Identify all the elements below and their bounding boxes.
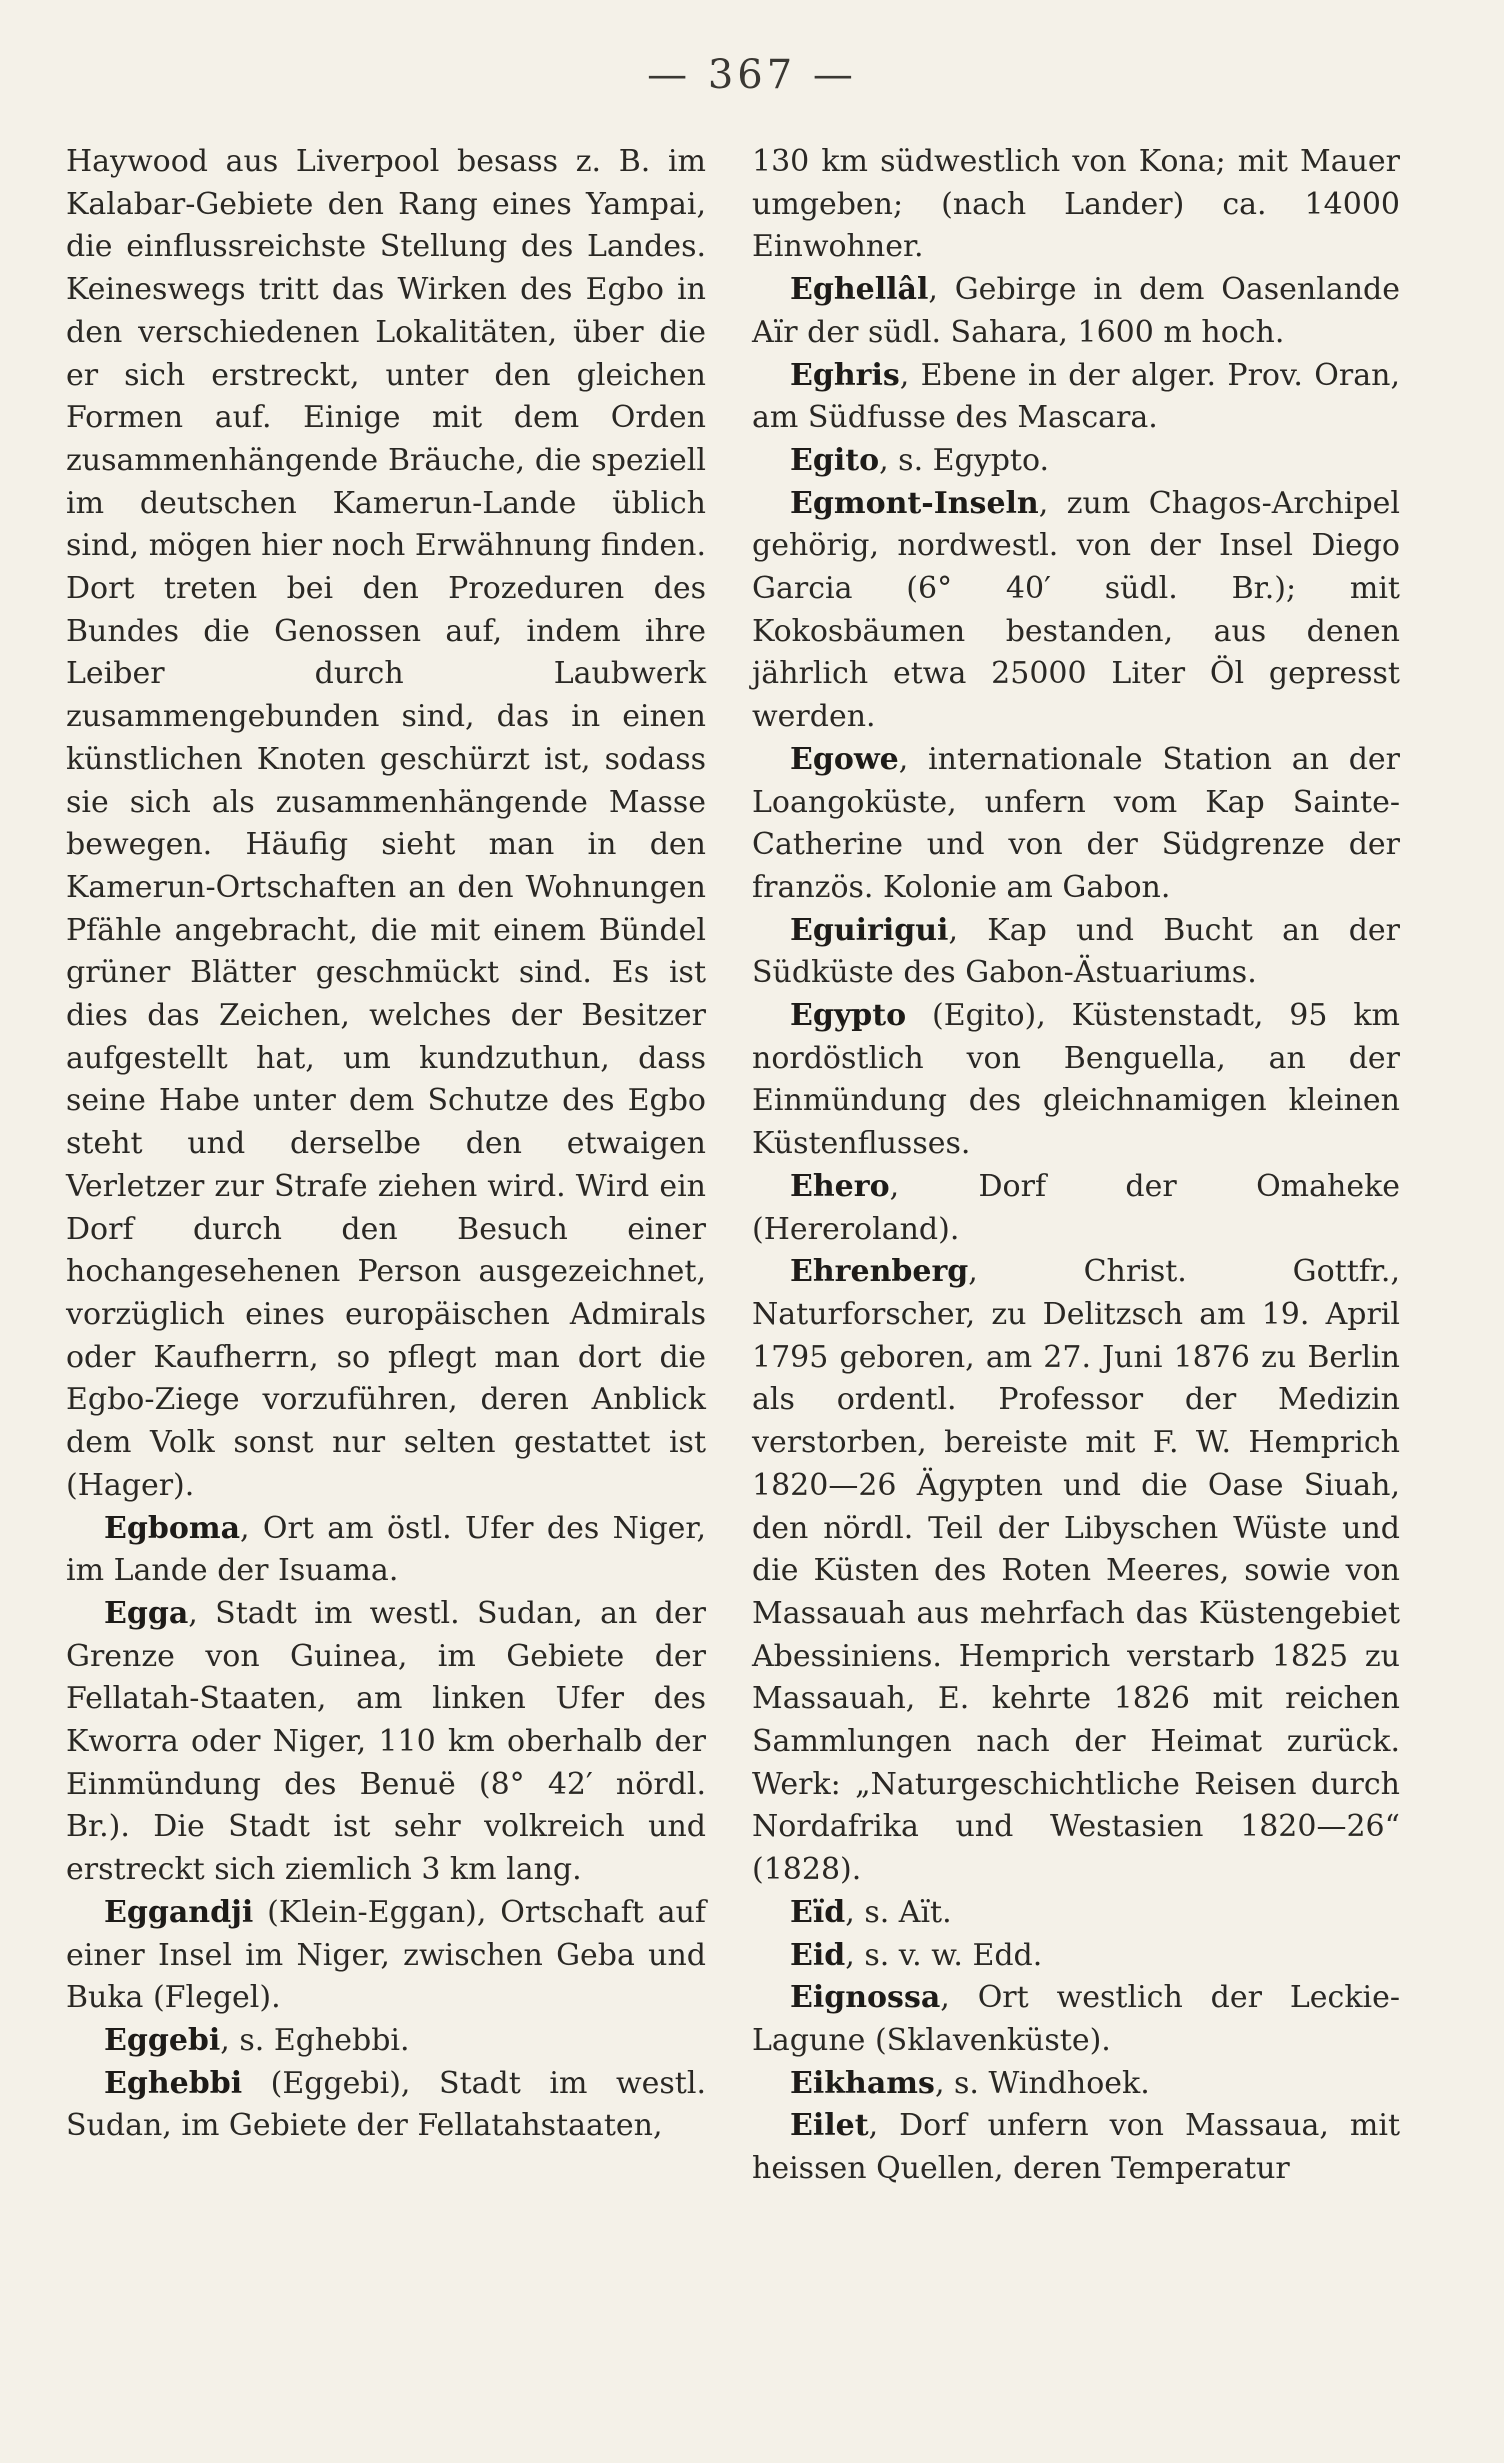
continuation-paragraph: 130 km südwestlich von Kona; mit Mauer umgeben; (nach Lander) ca. 14000 Einwohner. xyxy=(752,144,1400,265)
entry xyxy=(752,1977,1400,2062)
headword: Egga xyxy=(104,1595,189,1631)
headword: Egito xyxy=(790,442,880,478)
entry xyxy=(752,269,1400,354)
entry xyxy=(752,1166,1400,1251)
headword: Eguirigui xyxy=(790,912,949,948)
entry xyxy=(752,483,1400,739)
entry-text: , s. Aït. xyxy=(845,1894,952,1930)
entry-text: , s. Windhoek. xyxy=(934,2065,1150,2101)
entry xyxy=(752,910,1400,995)
headword: Eghellâl xyxy=(790,272,929,308)
headword: Eïd xyxy=(790,1894,846,1930)
headword: Eggandji xyxy=(104,1894,254,1930)
entry xyxy=(752,739,1400,910)
headword: Eignossa xyxy=(790,1980,941,2016)
entry-text: (Eggebi), Stadt im westl. Sudan, im Gebiete der Fellatahstaaten, xyxy=(66,2065,706,2144)
entry xyxy=(752,1935,1400,1978)
entry-text: , internationale Station an der Loangoküste, unfern vom Kap Sainte-Catherine und von der Südgrenze der französ. Kolonie am Gabon. xyxy=(752,741,1400,905)
headword: Eghris xyxy=(790,357,900,393)
entry xyxy=(752,440,1400,483)
headword: Egboma xyxy=(104,1510,241,1546)
headword: Eghebbi xyxy=(104,2065,243,2101)
entry-text: (Klein-Eggan), Ortschaft auf einer Insel im Niger, zwischen Geba und Buka (Flegel). xyxy=(66,1894,706,2016)
entry-text: , Stadt im westl. Sudan, an der Grenze von Guinea, im Gebiete der Fellatah-Staaten, am linken Ufer des Kworra oder Niger, 110 km oberhalb der Einmündung des Benuë (8° 42′ nördl. Br.). Die Stadt ist sehr volkreich und erstreckt sich ziemlich 3 km lang. xyxy=(66,1595,706,1888)
entry-text: , Dorf unfern von Massaua, mit heissen Quellen, deren Temperatur xyxy=(752,2108,1400,2187)
entry xyxy=(66,1508,706,1593)
entry xyxy=(752,1892,1400,1935)
entry xyxy=(66,2063,706,2148)
left-column xyxy=(66,141,706,2148)
headword: Ehrenberg xyxy=(790,1254,969,1290)
entry-text: , Ort am östl. Ufer des Niger, im Lande der Isuama. xyxy=(66,1510,706,1589)
headword: Egmont-Inseln xyxy=(790,485,1039,521)
entry-text: , Ort westlich der Leckie-Lagune (Sklavenküste). xyxy=(752,1980,1400,2058)
entry xyxy=(752,2063,1400,2106)
entry-text: , Ebene in der alger. Prov. Oran, am Südfusse des Mascara. xyxy=(752,357,1400,436)
entry-text: , Christ. Gottfr., Naturforscher, zu Delitzsch am 19. April 1795 geboren, am 27. Juni 1876 zu Berlin als ordentl. Professor der Medizin verstorben, bereiste mit F. W. Hemprich 1820—26 Ägypten und die Oase Siuah, den nördl. Teil der Libyschen Wüste und die Küsten des Roten Meeres, sowie von Massauah aus mehrfach das Küstengebiet Abessiniens. Hemprich verstarb 1825 zu Massauah, E. kehrte 1826 mit reichen Sammlungen nach der Heimat zurück. Werk: „Naturgeschichtliche Reisen durch Nordafrika und Westasien 1820—26“ (1828). xyxy=(752,1254,1400,1888)
page-number: — 367 — xyxy=(647,52,857,98)
entry xyxy=(752,995,1400,1166)
headword: Eggebi xyxy=(104,2022,221,2058)
headword: Egypto xyxy=(790,998,907,1034)
right-column xyxy=(752,141,1400,2191)
entry-text: , Kap und Bucht an der Südküste des Gabon-Ästuariums. xyxy=(752,912,1400,991)
entry xyxy=(752,2105,1400,2190)
entry xyxy=(66,1892,706,2020)
entry xyxy=(66,2020,706,2063)
headword: Eilet xyxy=(790,2108,869,2144)
entry-text: , Gebirge in dem Oasenlande Aïr der südl. Sahara, 1600 m hoch. xyxy=(752,272,1400,350)
entry-text: , s. v. w. Edd. xyxy=(845,1937,1043,1973)
headword: Egowe xyxy=(790,741,899,777)
entry xyxy=(752,1251,1400,1892)
headword: Eid xyxy=(790,1937,846,1973)
entry-text: , s. Egypto. xyxy=(879,442,1050,478)
entry-text: (Egito), Küstenstadt, 95 km nordöstlich von Benguella, an der Einmündung des gleichnamigen kleinen Küstenflusses. xyxy=(752,998,1400,1162)
headword: Ehero xyxy=(790,1168,890,1204)
headword: Eikhams xyxy=(790,2065,935,2101)
entry-text: , Dorf der Omaheke (Hereroland). xyxy=(752,1168,1400,1247)
continuation-paragraph: Haywood aus Liverpool besass z. B. im Kalabar-Gebiete den Rang eines Yampai, die einflussreichste Stellung des Landes. Keineswegs tritt das Wirken des Egbo in den verschiedenen Lokalitäten, über die er sich erstreckt, unter den gleichen Formen auf. Einige mit dem Orden zusammenhängende Bräuche, die speziell im deutschen Kamerun-Lande üblich sind, mögen hier noch Erwähnung finden. Dort treten bei den Prozeduren des Bundes die Genossen auf, indem ihre Leiber durch Laubwerk zusammengebunden sind, das in einen künstlichen Knoten geschürzt ist, sodass sie sich als zusammenhängende Masse bewegen. Häufig sieht man in den Kamerun-Ortschaften an den Wohnungen Pfähle angebracht, die mit einem Bündel grüner Blätter geschmückt sind. Es ist dies das Zeichen, welches der Besitzer aufgestellt hat, um kundzuthun, dass seine Habe unter dem Schutze des Egbo steht und derselbe den etwaigen Verletzer zur Strafe ziehen wird. Wird ein Dorf durch den Besuch einer hochangesehenen Person ausgezeichnet, vorzüglich eines europäischen Admirals oder Kaufherrn, so pflegt man dort die Egbo-Ziege vorzuführen, deren Anblick dem Volk sonst nur selten gestattet ist (Hager). xyxy=(66,144,706,1503)
entry xyxy=(66,1593,706,1892)
entry-text: , s. Eghebbi. xyxy=(220,2022,410,2058)
entry xyxy=(752,355,1400,440)
entry-text: , zum Chagos-Archipel gehörig, nordwestl. von der Insel Diego Garcia (6° 40′ südl. Br.); mit Kokosbäumen bestanden, aus denen jährlich etwa 25000 Liter Öl gepresst werden. xyxy=(752,485,1400,735)
